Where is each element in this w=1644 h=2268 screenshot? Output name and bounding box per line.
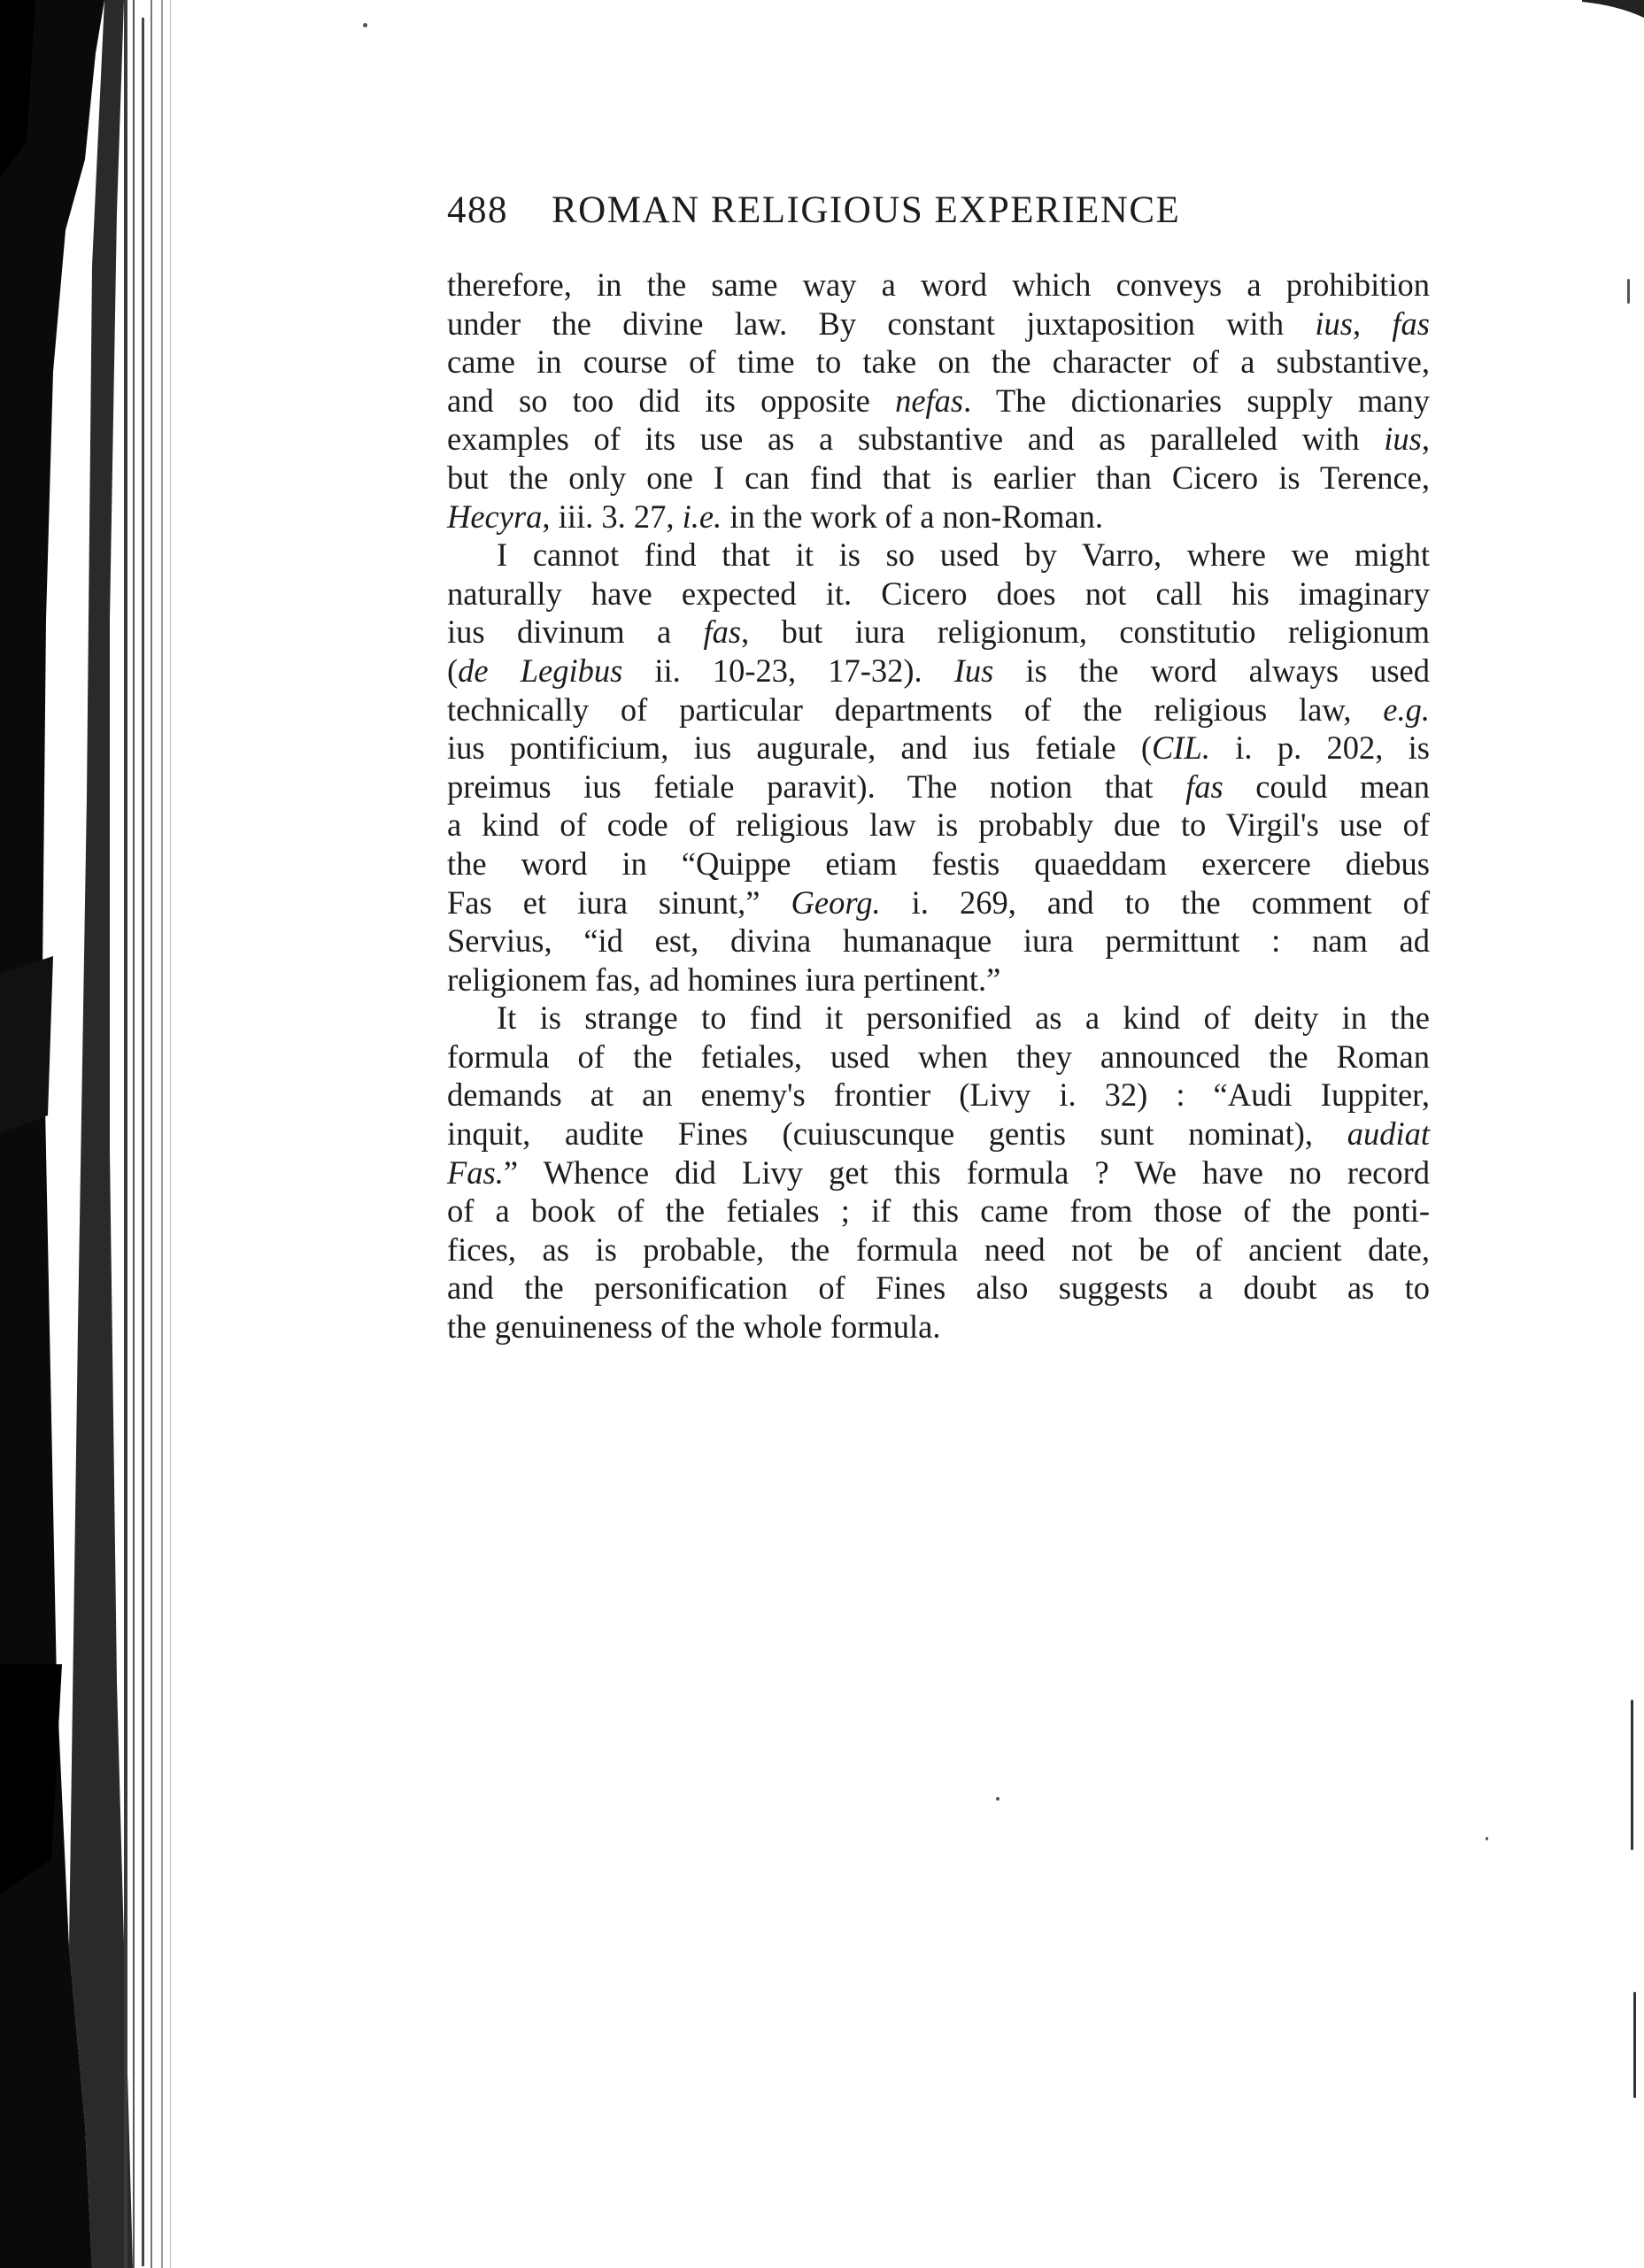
text-line bbox=[447, 768, 1430, 806]
text-line bbox=[447, 536, 1430, 575]
italic-term: CIL. bbox=[1152, 729, 1210, 767]
book-edge-shadow bbox=[0, 0, 177, 2268]
text-line bbox=[447, 343, 1430, 382]
text-line bbox=[447, 1192, 1430, 1230]
scan-speck bbox=[1627, 279, 1630, 304]
text-line bbox=[447, 420, 1430, 459]
text-run: , but iura religionum, constitutio religionum bbox=[741, 613, 1430, 651]
text-run: I cannot find that it is so used by Varro, where we might bbox=[497, 536, 1430, 574]
text-line bbox=[447, 459, 1430, 498]
italic-term: Hecyra bbox=[447, 498, 543, 535]
text-line bbox=[447, 382, 1430, 420]
text-line bbox=[447, 1269, 1430, 1308]
text-line bbox=[447, 729, 1430, 768]
running-head bbox=[447, 189, 1332, 242]
text-run: , iii. 3. 27, bbox=[542, 498, 683, 535]
text-line bbox=[447, 1076, 1430, 1115]
text-run: a kind of code of religious law is probably due to Virgil's use of bbox=[447, 806, 1430, 844]
text-run: examples of its use as a substantive and as paralleled with bbox=[447, 420, 1385, 458]
text-run: i. p. 202, is bbox=[1209, 729, 1430, 767]
text-line bbox=[447, 845, 1430, 883]
text-run: inquit, audite Fines (cuiuscunque gentis sunt nominat), bbox=[447, 1115, 1347, 1153]
text-run: came in course of time to take on the character of a substantive, bbox=[447, 343, 1430, 381]
text-line bbox=[447, 690, 1430, 729]
italic-term: Fas. bbox=[447, 1153, 504, 1191]
text-run: ius divinum a bbox=[447, 613, 704, 651]
scan-speck bbox=[1631, 1700, 1633, 1850]
text-run: religionem fas, ad homines iura pertinent.” bbox=[447, 960, 1001, 998]
page-corner-shadow bbox=[1582, 0, 1644, 35]
text-run: in the work of a non-Roman. bbox=[722, 498, 1104, 535]
text-run: ( bbox=[447, 652, 459, 689]
text-line bbox=[447, 575, 1430, 613]
text-run: naturally have expected it. Cicero does not call his imaginary bbox=[447, 575, 1430, 612]
page-number: 488 bbox=[447, 189, 508, 231]
text-line bbox=[447, 652, 1430, 690]
text-run: therefore, in the same way a word which conveys a prohibition bbox=[447, 266, 1430, 303]
text-run: is the word always used bbox=[993, 652, 1431, 689]
text-run: the word in “Quippe etiam festis quaeddam exercere diebus bbox=[447, 845, 1430, 882]
text-run: preimus ius fetiale paravit). The notion that bbox=[447, 768, 1186, 805]
text-run: of a book of the fetiales ; if this came from those of the ponti- bbox=[447, 1192, 1430, 1230]
text-run: demands at an enemy's frontier (Livy i. 32) : “Audi Iuppiter, bbox=[447, 1076, 1430, 1114]
italic-term: fas bbox=[703, 613, 742, 651]
italic-term: fas bbox=[1185, 768, 1223, 805]
text-run: formula of the fetiales, used when they announced the Roman bbox=[447, 1038, 1430, 1075]
text-run: Servius, “id est, divina humanaque iura permittunt : nam ad bbox=[447, 922, 1430, 960]
text-line bbox=[447, 960, 1430, 999]
text-line bbox=[447, 883, 1430, 922]
scan-speck bbox=[1486, 1837, 1488, 1840]
text-line bbox=[447, 1153, 1430, 1192]
scan-speck bbox=[996, 1797, 1000, 1801]
text-run: ” Whence did Livy get this formula ? We have no record bbox=[503, 1153, 1430, 1191]
text-run: ii. 10-23, 17-32). bbox=[622, 652, 954, 689]
text-line bbox=[447, 498, 1430, 536]
text-line bbox=[447, 305, 1430, 343]
text-line bbox=[447, 1115, 1430, 1153]
italic-term: ius bbox=[1315, 305, 1353, 342]
italic-term: fas bbox=[1392, 305, 1430, 342]
text-run: technically of particular departments of the religious law, bbox=[447, 690, 1384, 728]
text-line bbox=[447, 613, 1430, 652]
text-run: the genuineness of the whole formula. bbox=[447, 1308, 941, 1346]
italic-term: i.e. bbox=[682, 498, 722, 535]
italic-term: e.g. bbox=[1383, 690, 1430, 728]
text-run: and so too did its opposite bbox=[447, 382, 896, 419]
italic-term: ius bbox=[1384, 420, 1422, 458]
text-run: . The dictionaries supply many bbox=[963, 382, 1430, 419]
text-line bbox=[447, 266, 1430, 305]
text-run: It is strange to find it personified as a kind of deity in the bbox=[497, 999, 1430, 1037]
italic-term: audiat bbox=[1347, 1115, 1430, 1153]
text-run: Fas et iura sinunt,” bbox=[447, 883, 791, 921]
text-line bbox=[447, 806, 1430, 845]
text-line bbox=[447, 999, 1430, 1038]
text-run: could mean bbox=[1223, 768, 1430, 805]
italic-term: Ius bbox=[953, 652, 994, 689]
text-run: under the divine law. By constant juxtaposition with bbox=[447, 305, 1316, 342]
text-run: fices, as is probable, the formula need not be of ancient date, bbox=[447, 1230, 1430, 1268]
text-line bbox=[447, 1308, 1430, 1346]
italic-term: de Legibus bbox=[458, 652, 623, 689]
text-run: , bbox=[1421, 420, 1430, 458]
scan-speck bbox=[1633, 1992, 1636, 2098]
text-run: but the only one I can find that is earlier than Cicero is Terence, bbox=[447, 459, 1430, 496]
text-run: ius pontificium, ius augurale, and ius fetiale ( bbox=[447, 729, 1153, 767]
running-title: ROMAN RELIGIOUS EXPERIENCE bbox=[552, 189, 1181, 231]
italic-term: Georg. bbox=[791, 883, 881, 921]
text-run: i. 269, and to the comment of bbox=[880, 883, 1430, 921]
body-text bbox=[447, 266, 1430, 1346]
text-line bbox=[447, 1038, 1430, 1076]
text-line bbox=[447, 1230, 1430, 1269]
text-line bbox=[447, 922, 1430, 960]
text-run: and the personification of Fines also suggests a doubt as to bbox=[447, 1269, 1430, 1307]
text-run: , bbox=[1352, 305, 1393, 342]
scan-speck bbox=[363, 23, 367, 27]
italic-term: nefas bbox=[895, 382, 964, 419]
